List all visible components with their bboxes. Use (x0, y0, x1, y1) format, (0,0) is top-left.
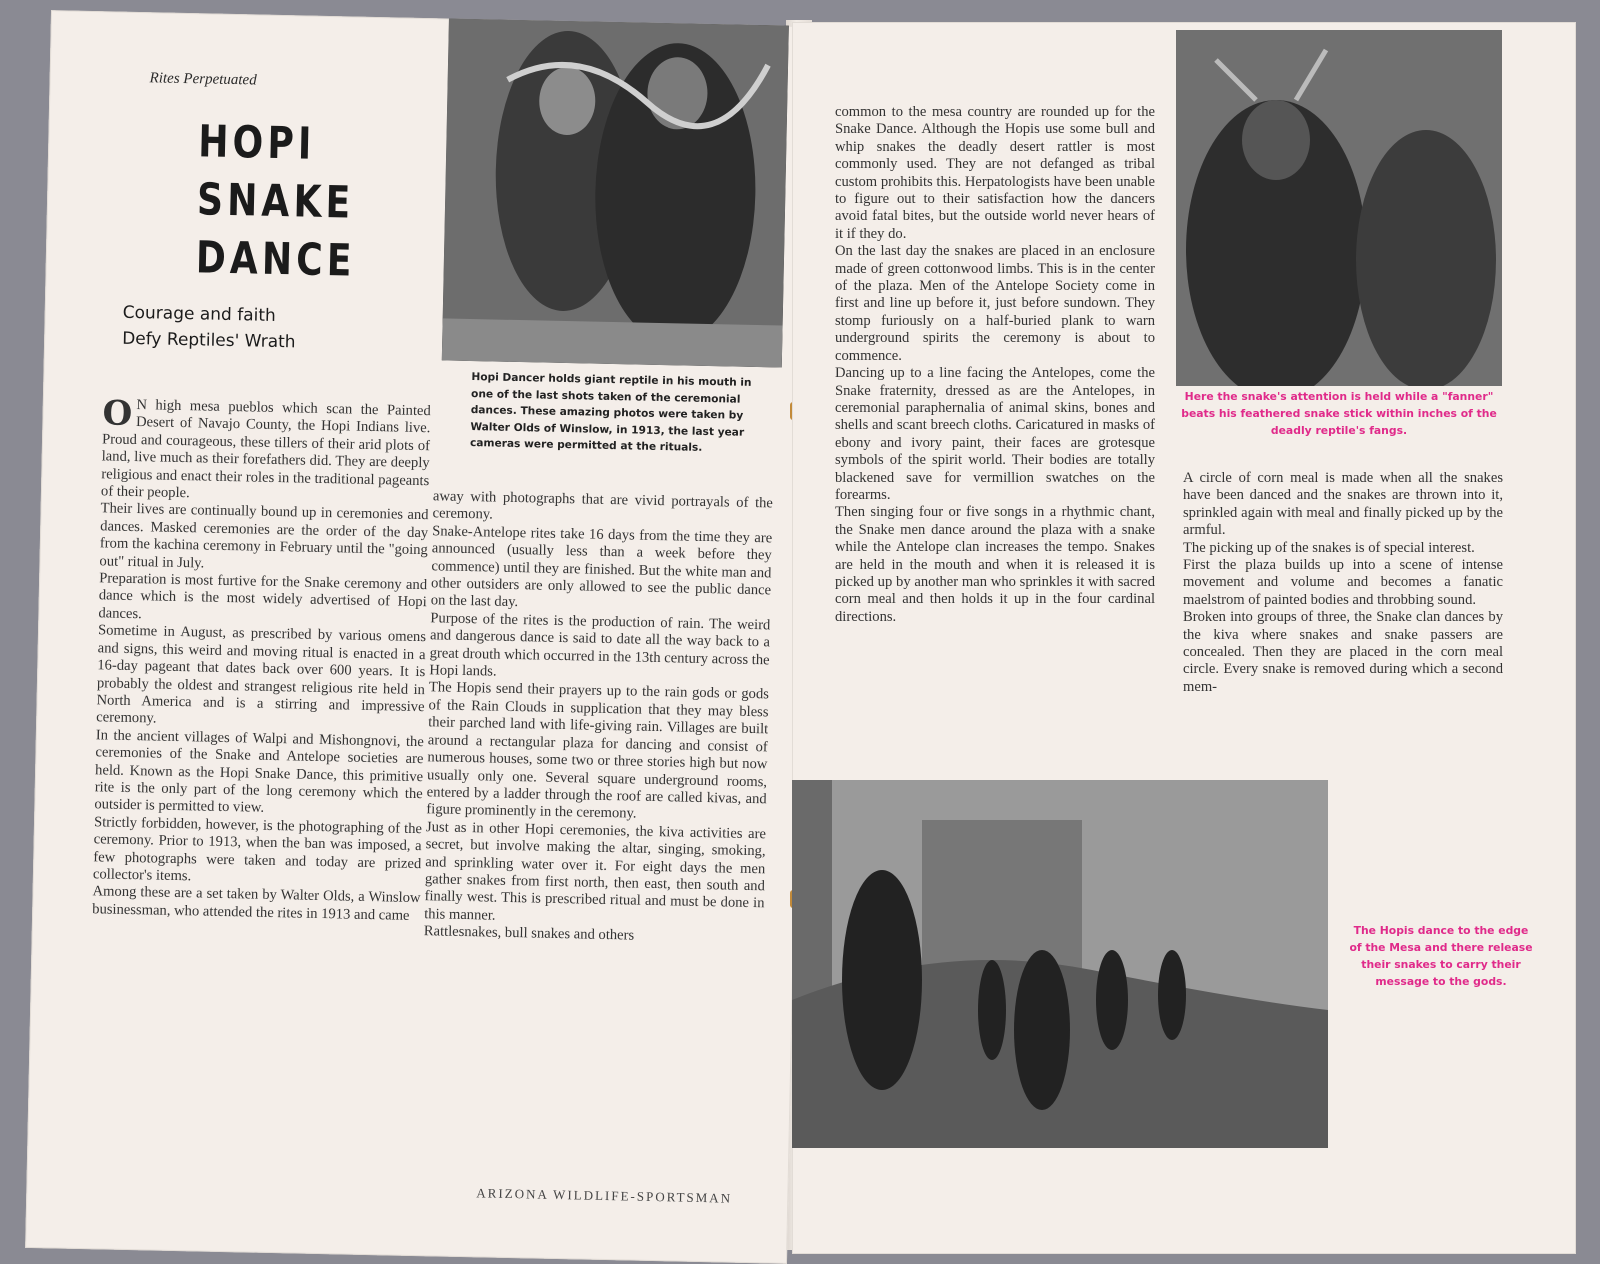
article-title (195, 113, 357, 290)
title-line: HOPI (197, 116, 316, 170)
photo-hopi-dancer (442, 18, 789, 367)
article-column-1 (92, 393, 431, 925)
right-page (792, 22, 1576, 1254)
article-kicker: Rites Perpetuated (149, 70, 257, 89)
drop-cap: O (102, 393, 133, 434)
article-column-3: common to the mesa country are rounded up for the Snake Dance. Although the Hopis use some bull and whip snakes the deadly desert rattler is most commonly used. They are not defanged as tribal custom prohibits this. Herpatologists have been unable to figure out to their satisfaction how the dancers avoid fatal bites, but the outside world never hears of it if they do. On the last day the snakes are placed in an enclosure made of green cottonwood limbs. This is in the center of the plaza. Men of the Antelope Society come in first and line up before it, just before sundown. They stomp furiously on a half-buried plank to warn underground spirits the ceremony is about to commence. Dancing up to a line facing the Antelopes, come the Snake fraternity, dressed as are the Antelopes, in ceremonial paraphernalia of animal skins, bones and shells and scant breech cloths. Caricatured in masks of ebony and ivory paint, their faces are grotesque symbols of the spirit world. Their bodies are totally blackened save for vermillion swatches on the forearms. Then singing four or five songs in a rhythmic chant, the Snake men dance around the plaza with a snake while the Antelope clan increases the tempo. Snakes are held in the mouth and when it is released it is picked up by another man who sprinkles it with sacred corn meal and then holds it up in the four cardinal directions. (835, 104, 1155, 625)
subtitle-line: Defy Reptiles' Wrath (121, 328, 296, 353)
column-1-text: N high mesa pueblos which scan the Painted Desert of Navajo County, the Hopi Indians live. Proud and courageous, these tillers of their arid plots of land, live much as their forefathers did. They are deeply religious and enact their roles in the traditional pageants of their people. Their lives are continually bound up in ceremonies and dances. Masked ceremonies are the order of the day from the kachina ceremony in February until the "going out" ritual in July. Preparation is most furtive for the Snake ceremony and dance which is the most widely advertised of Hopi dances. Sometime in August, as prescribed by various omens and signs, this weird and moving ritual is enacted in a 16-day pageant that dates back over 600 years. It is probably the oldest and strangest religious rite held in North America and is a stirring and impressive ceremony. In the ancient villages of Walpi and Mishongnovi, the ceremonies of the Snake and Antelope societies are held. Known as the Hopi Snake Dance, this primitive rite is the only part of the long ceremony which the outsider is permitted to view. Strictly forbidden, however, is the photographing of the ceremony. Prior to 1913, when the ban was imposed, a few photographs were taken and today are prized collector's items. Among these are a set taken by Walter Olds, a Winslow businessman, who attended the rites in 1913 and came (92, 397, 431, 924)
fanner-photo-graphic (1176, 30, 1502, 386)
mesa-photo-graphic (792, 780, 1328, 1148)
title-line: DANCE (195, 232, 357, 287)
article-column-4: A circle of corn meal is made when all the snakes have been danced and the snakes are thrown into it, sprinkled again with meal and finally picked up by the armful. The picking up of the snakes is of special interest. First the plaza builds up into a scene of intense movement and volume and becomes a fanatic maelstrom of painted bodies and throbbing sound. Broken into groups of three, the Snake clan dances by the kiva where snakes and snake passers are concealed. Then they are placed in the corn meal circle. Every snake is removed during which a second mem- (1183, 470, 1503, 695)
photo-caption-fanner: Here the snake's attention is held while a "fanner" beats his feathered snake stick within inches of the deadly reptile's fangs. (1181, 390, 1497, 437)
left-page (25, 10, 813, 1264)
photo-caption-mesa: The Hopis dance to the edge of the Mesa and there release their snakes to carry their message to the gods. (1349, 924, 1533, 988)
photo-caption-dancer: Hopi Dancer holds giant reptile in his mouth in one of the last shots taken of the ceremonial dances. These amazing photos were taken by Walter Olds of Winslow, in 1913, the last year cameras were permitted at the rituals. (469, 371, 752, 455)
title-line: SNAKE (196, 174, 355, 229)
dancer-photo-graphic (442, 18, 789, 367)
photo-snake-fanner (1176, 30, 1502, 386)
subtitle-line: Courage and faith (122, 302, 276, 326)
article-subtitle (122, 300, 383, 357)
photo-mesa-edge (792, 780, 1328, 1148)
magazine-footer: ARIZONA WILDLIFE-SPORTSMAN (476, 1185, 733, 1206)
article-column-2: away with photographs that are vivid portrayals of the ceremony. Snake-Antelope rites take 16 days from the time they are announced (usually less than a week before they commence) until they are finished. But the white man and other outsiders are only allowed to see the public dance on the last day. Purpose of the rites is the production of rain. The weird and dangerous dance is said to date all the way back to a great drouth which occurred in the 13th century across the Hopi lands. The Hopis send their prayers up to the rain gods or gods of the Rain Clouds in supplication that they may bless their parched land with life-giving rain. Villages are built around a rectangular plaza for dancing and consist of numerous houses, some two or three stories high but now usually only one. Several square underground rooms, entered by a ladder through the roof are called kivas, and figure prominently in the ceremony. Just as in other Hopi ceremonies, the kiva activities are secret, but involve making the altar, singing, smoking, and sprinkling water over it. For eight days the men gather snakes from first north, then east, then south and finally west. This is prescribed ritual and must be done in this manner. Rattlesnakes, bull snakes and others (423, 488, 774, 944)
